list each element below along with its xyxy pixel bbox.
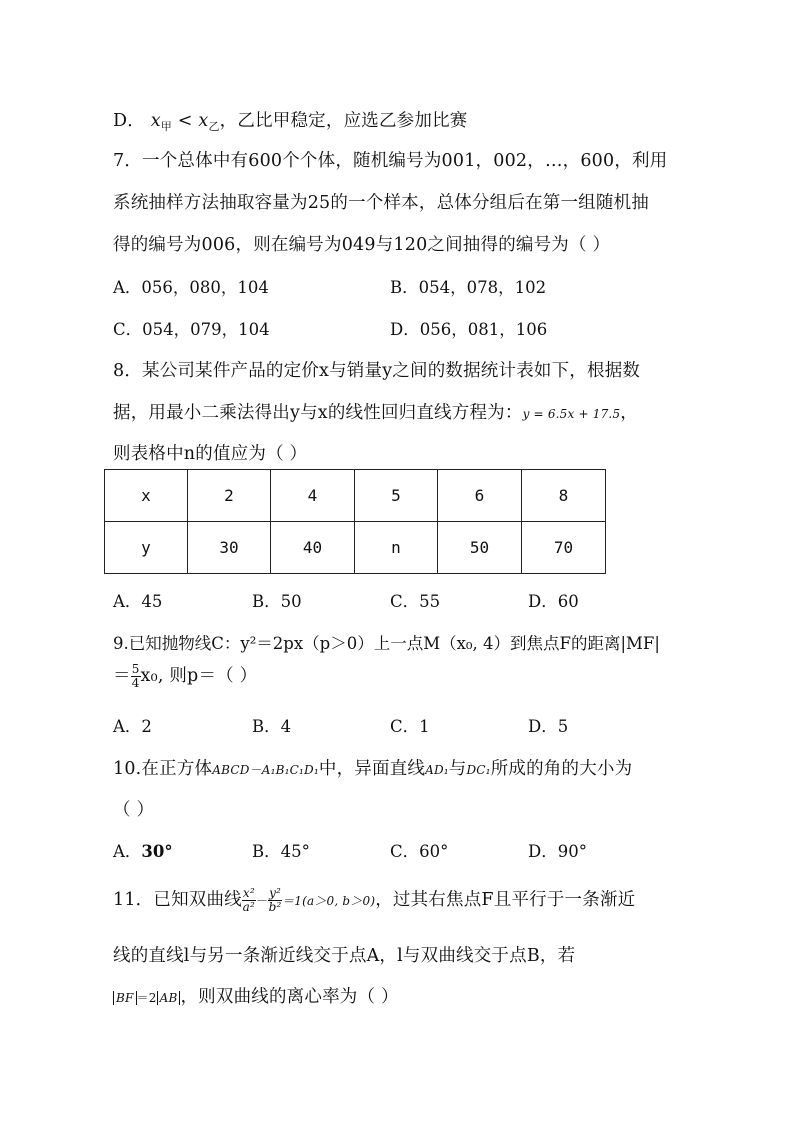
- q8-option-c: C．55: [390, 592, 441, 611]
- q11-minus: －: [255, 894, 269, 908]
- q6d-var1: x: [150, 111, 161, 131]
- q9-option-c: C．1: [390, 717, 430, 736]
- q11-abs-ab: AB: [157, 991, 181, 1005]
- q6d-sub2: 乙: [208, 120, 220, 133]
- q10-line-ad1: AD₁: [425, 763, 449, 777]
- q11-pre: 11．已知双曲线: [113, 890, 242, 910]
- q7-line-1: 7．一个总体中有600个个体，随机编号为001，002，…，600，利用: [113, 151, 668, 171]
- table-row-y: [105, 522, 606, 574]
- q10-option-a: [113, 838, 173, 862]
- q6-option-d: [113, 107, 467, 134]
- q8-line-2: [113, 399, 638, 424]
- table-cell: 30: [188, 522, 271, 574]
- table-cell: n: [355, 522, 438, 574]
- q10-option-c: C．60°: [390, 842, 449, 861]
- q7-option-c: C．054，079，104: [113, 320, 270, 339]
- q6d-op: <: [177, 111, 193, 131]
- q8-line-2-post: ，: [620, 403, 638, 423]
- q7-option-a: A．056，080，104: [113, 278, 269, 297]
- q11-y2: y²: [269, 886, 282, 900]
- table-cell: y: [105, 522, 188, 574]
- q11-b2: b²: [268, 900, 282, 914]
- q10-and: 与: [448, 759, 467, 779]
- q6d-var2: x: [198, 111, 209, 131]
- table-cell: 6: [438, 470, 522, 522]
- q11-x2: x²: [242, 886, 255, 900]
- q9-line-1: 9.已知抛物线C：y²＝2px（p＞0）上一点M（x₀, 4）到焦点F的距离|MF|: [113, 634, 660, 653]
- q9-fraction: [131, 663, 141, 690]
- q11-line-2: 线的直线l与另一条渐近线交于点A，l与双曲线交于点B，若: [113, 946, 576, 966]
- q7-line-3: 得的编号为006，则在编号为049与120之间抽得的编号为（ ）: [113, 235, 611, 255]
- table-cell: 2: [188, 470, 271, 522]
- q9-frac-den: 4: [131, 676, 140, 690]
- q9-frac-num: 5: [131, 662, 140, 676]
- q10-option-d: D．90°: [528, 842, 587, 861]
- q9-line-2-post: x₀, 则p＝（ ）: [140, 666, 258, 686]
- q8-option-b: B．50: [252, 592, 302, 611]
- q11-line-3: [113, 983, 399, 1008]
- table-cell: 8: [522, 470, 606, 522]
- q7-option-b: B．054，078，102: [390, 278, 547, 297]
- q9-option-d: D．5: [528, 717, 569, 736]
- table-cell: 70: [522, 522, 606, 574]
- q10-post: 所成的角的大小为: [490, 759, 633, 779]
- q9-line-2: [113, 662, 257, 690]
- q6d-sub1: 甲: [160, 120, 172, 133]
- q11-eq-mid: ＝2: [136, 991, 157, 1005]
- q7-option-d: D．056，081，106: [390, 320, 548, 339]
- q10-line-dc1: DC₁: [466, 763, 491, 777]
- q8-line-3: 则表格中n的值应为（ ）: [113, 444, 308, 464]
- q8-regression-equation: y = 6.5x + 17.5: [522, 407, 621, 421]
- q10-option-a-label: A．: [113, 842, 142, 861]
- q7-line-2: 系统抽样方法抽取容量为25的一个样本，总体分组后在第一组随机抽: [113, 193, 649, 213]
- q8-line-1: 8．某公司某件产品的定价x与销量y之间的数据统计表如下，根据数: [113, 361, 641, 381]
- table-cell: 50: [438, 522, 522, 574]
- q11-abs-bf: BF: [113, 991, 137, 1005]
- q11-line-3-post: ，则双曲线的离心率为（ ）: [180, 987, 399, 1007]
- q11-frac-x: [242, 887, 256, 914]
- q6d-prefix: D．: [113, 111, 145, 131]
- q9-option-b: B．4: [252, 717, 292, 736]
- q9-eq-prefix: ＝: [113, 666, 131, 686]
- table-cell: x: [105, 470, 188, 522]
- q10-option-b: B．45°: [252, 842, 310, 861]
- table-cell: 4: [271, 470, 355, 522]
- q10-pre: 10.在正方体: [113, 759, 213, 779]
- q11-eq-rest: ＝1(a＞0, b＞0): [282, 894, 376, 908]
- q11-frac-y: [268, 887, 282, 914]
- table-cell: 40: [271, 522, 355, 574]
- q9-option-a: A．2: [113, 717, 152, 736]
- q8-data-table: [104, 469, 606, 574]
- q8-option-a: A．45: [113, 592, 163, 611]
- q10-cube: ABCD－A₁B₁C₁D₁: [212, 763, 319, 777]
- q8-line-2-text: 据，用最小二乘法得出y与x的线性回归直线方程为：: [113, 403, 523, 423]
- table-cell: 5: [355, 470, 438, 522]
- q10-line-2: （ ）: [113, 800, 155, 820]
- q11-post: ，过其右焦点F且平行于一条渐近: [375, 890, 636, 910]
- q10-option-a-value: 30°: [141, 842, 173, 861]
- q10-mid: 中，异面直线: [318, 759, 426, 779]
- q6d-text: ，乙比甲稳定，应选乙参加比赛: [219, 111, 468, 131]
- q11-line-1: [113, 886, 635, 914]
- table-row-x: [105, 470, 606, 522]
- q10-line-1: [113, 755, 632, 780]
- q11-a2: a²: [242, 900, 256, 914]
- q8-option-d: D．60: [528, 592, 579, 611]
